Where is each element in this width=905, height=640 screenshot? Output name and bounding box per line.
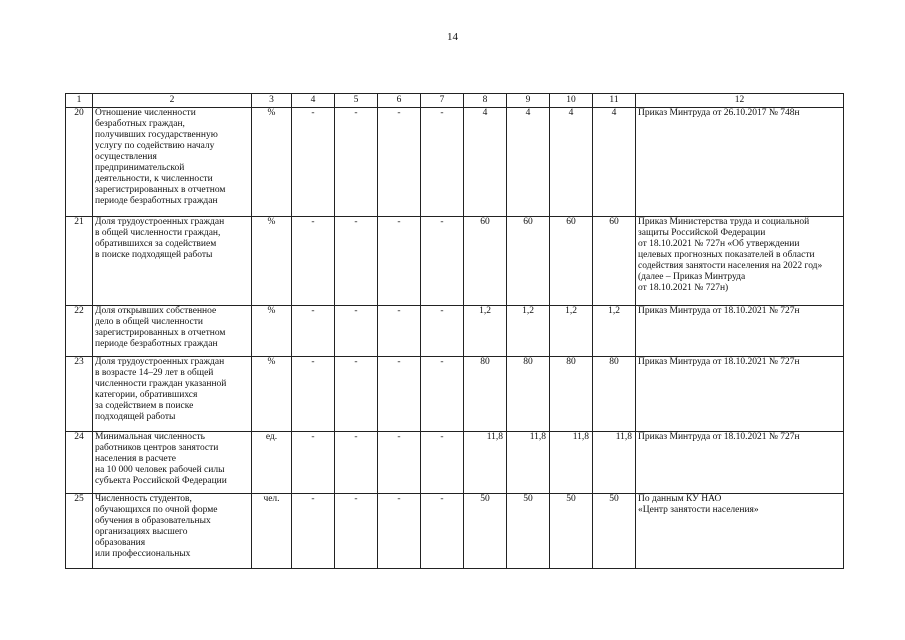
value-cell-11: 11,8	[593, 432, 636, 494]
row-number: 25	[66, 494, 93, 569]
value-cell-11: 4	[593, 108, 636, 217]
row-number: 20	[66, 108, 93, 217]
unit-cell: %	[252, 306, 292, 357]
value-cell-11: 50	[593, 494, 636, 569]
value-cell-9: 60	[507, 217, 550, 306]
source-cell: Приказ Минтруда от 18.10.2021 № 727н	[636, 357, 844, 432]
table-row	[66, 306, 844, 357]
value-cell-9: 4	[507, 108, 550, 217]
value-cell-7: -	[421, 494, 464, 569]
column-header: 2	[93, 94, 252, 108]
value-cell-8: 11,8	[464, 432, 507, 494]
value-cell-10: 4	[550, 108, 593, 217]
value-cell-8: 1,2	[464, 306, 507, 357]
column-header: 8	[464, 94, 507, 108]
value-cell-6: -	[378, 217, 421, 306]
value-cell-4: -	[292, 357, 335, 432]
value-cell-10: 11,8	[550, 432, 593, 494]
value-cell-4: -	[292, 306, 335, 357]
value-cell-9: 1,2	[507, 306, 550, 357]
source-cell: Приказ Минтруда от 18.10.2021 № 727н	[636, 432, 844, 494]
column-header: 12	[636, 94, 844, 108]
table-row	[66, 357, 844, 432]
source-cell: Приказ Министерства труда и социальной защиты Российской Федерации от 18.10.2021 № 727н «Об утверждении целевых прогнозных показателей в области содействия занятости населения на 2022 год» (далее – Приказ Минтруда от 18.10.2021 № 727н)	[636, 217, 844, 306]
value-cell-6: -	[378, 306, 421, 357]
table-row	[66, 494, 844, 569]
indicator-name: Доля трудоустроенных граждан в возрасте 14–29 лет в общей численности граждан указанной категории, обратившихся за содействием в поиске подходящей работы	[93, 357, 252, 432]
table-row	[66, 432, 844, 494]
value-cell-10: 1,2	[550, 306, 593, 357]
page-number: 14	[447, 31, 458, 43]
row-number: 21	[66, 217, 93, 306]
column-header: 9	[507, 94, 550, 108]
value-cell-10: 60	[550, 217, 593, 306]
row-number: 23	[66, 357, 93, 432]
unit-cell: %	[252, 217, 292, 306]
column-header: 7	[421, 94, 464, 108]
value-cell-6: -	[378, 432, 421, 494]
indicators-table	[65, 93, 844, 569]
column-header: 6	[378, 94, 421, 108]
unit-cell: %	[252, 357, 292, 432]
value-cell-11: 80	[593, 357, 636, 432]
source-cell: Приказ Минтруда от 18.10.2021 № 727н	[636, 306, 844, 357]
value-cell-10: 50	[550, 494, 593, 569]
header-row	[66, 94, 844, 108]
value-cell-6: -	[378, 494, 421, 569]
row-number: 24	[66, 432, 93, 494]
value-cell-7: -	[421, 432, 464, 494]
column-header: 11	[593, 94, 636, 108]
indicator-name: Минимальная численность работников центров занятости населения в расчете на 10 000 человек рабочей силы субъекта Российской Федерации	[93, 432, 252, 494]
value-cell-4: -	[292, 432, 335, 494]
unit-cell: чел.	[252, 494, 292, 569]
value-cell-8: 60	[464, 217, 507, 306]
value-cell-9: 50	[507, 494, 550, 569]
table-row	[66, 108, 844, 217]
unit-cell: ед.	[252, 432, 292, 494]
value-cell-4: -	[292, 494, 335, 569]
column-header: 4	[292, 94, 335, 108]
value-cell-7: -	[421, 217, 464, 306]
value-cell-10: 80	[550, 357, 593, 432]
value-cell-5: -	[335, 432, 378, 494]
value-cell-4: -	[292, 108, 335, 217]
value-cell-4: -	[292, 217, 335, 306]
indicator-name: Численность студентов, обучающихся по очной форме обучения в образовательных организациях высшего образования или профессиональных	[93, 494, 252, 569]
unit-cell: %	[252, 108, 292, 217]
value-cell-6: -	[378, 357, 421, 432]
value-cell-6: -	[378, 108, 421, 217]
source-cell: Приказ Минтруда от 26.10.2017 № 748н	[636, 108, 844, 217]
indicator-name: Доля трудоустроенных граждан в общей численности граждан, обратившихся за содействием в поиске подходящей работы	[93, 217, 252, 306]
indicator-name: Доля открывших собственное дело в общей численности зарегистрированных в отчетном периоде безработных граждан	[93, 306, 252, 357]
indicator-name: Отношение численности безработных граждан, получивших государственную услугу по содействию началу осуществления предпринимательской деятельности, к численности зарегистрированных в отчетном периоде безработных граждан	[93, 108, 252, 217]
value-cell-8: 80	[464, 357, 507, 432]
value-cell-9: 11,8	[507, 432, 550, 494]
value-cell-8: 4	[464, 108, 507, 217]
column-header: 5	[335, 94, 378, 108]
table-row	[66, 217, 844, 306]
row-number: 22	[66, 306, 93, 357]
value-cell-11: 1,2	[593, 306, 636, 357]
value-cell-5: -	[335, 217, 378, 306]
column-header: 1	[66, 94, 93, 108]
value-cell-5: -	[335, 357, 378, 432]
column-header: 10	[550, 94, 593, 108]
value-cell-9: 80	[507, 357, 550, 432]
value-cell-11: 60	[593, 217, 636, 306]
value-cell-5: -	[335, 306, 378, 357]
column-header: 3	[252, 94, 292, 108]
value-cell-5: -	[335, 494, 378, 569]
source-cell: По данным КУ НАО «Центр занятости населения»	[636, 494, 844, 569]
value-cell-7: -	[421, 108, 464, 217]
value-cell-5: -	[335, 108, 378, 217]
value-cell-7: -	[421, 357, 464, 432]
value-cell-7: -	[421, 306, 464, 357]
value-cell-8: 50	[464, 494, 507, 569]
